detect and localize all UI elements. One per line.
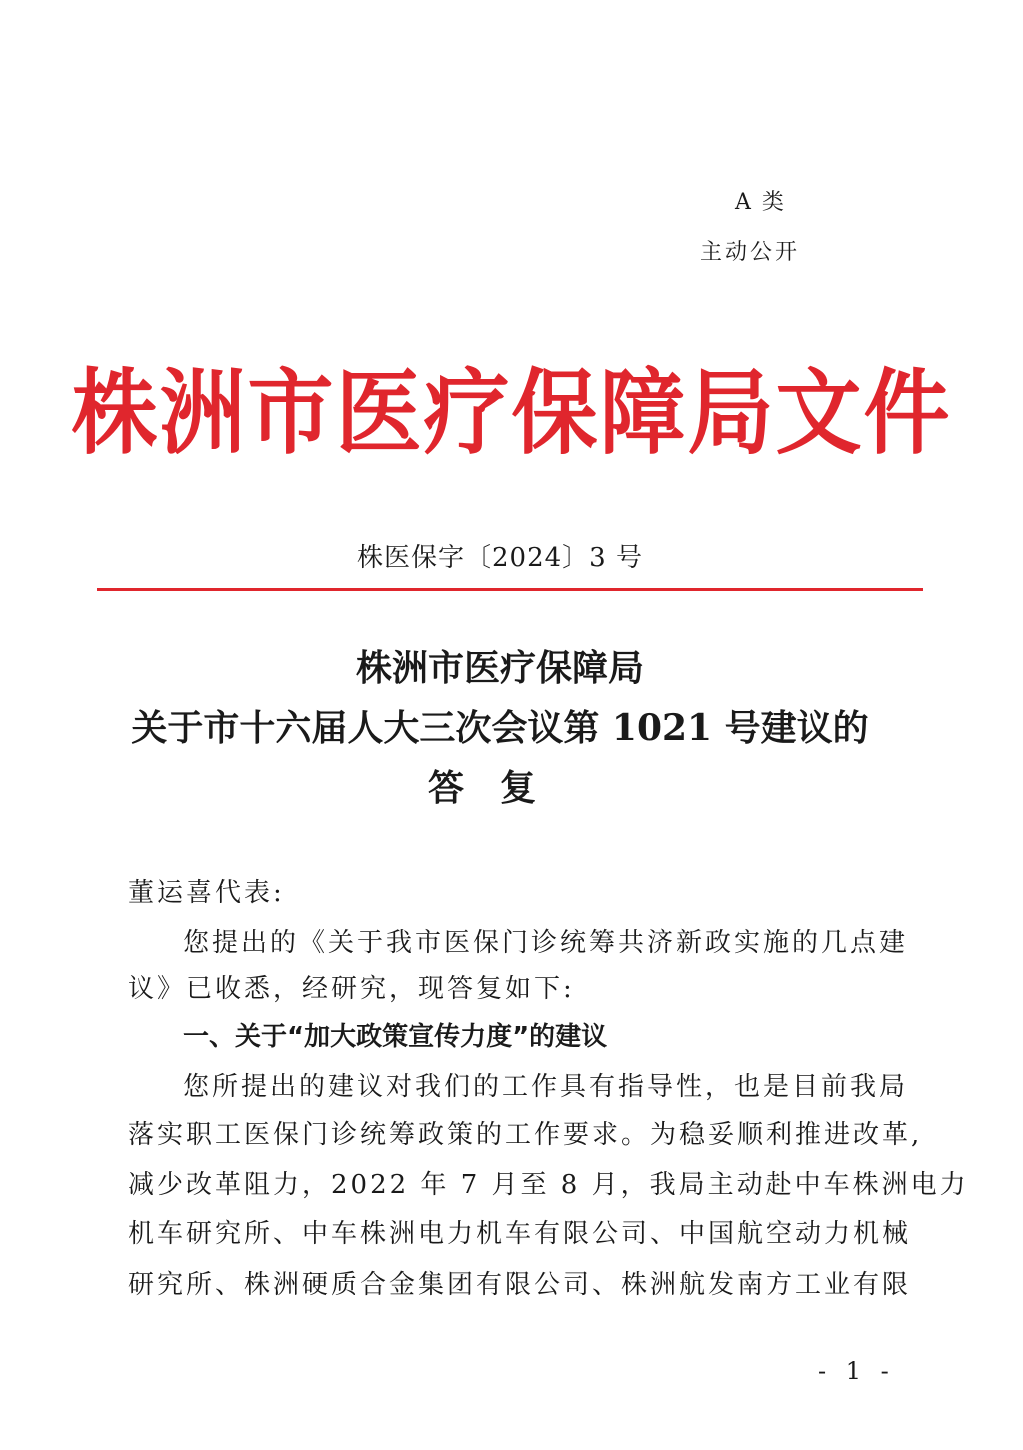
heading-line-1: 株洲市医疗保障局 [355,647,644,689]
page-number: - 1 - [818,1357,895,1385]
paragraph-2-line-5: 研究所、株洲硬质合金集团有限公司、株洲航发南方工业有限 [128,1270,912,1300]
paragraph-2-line-2: 落实职工医保门诊统筹政策的工作要求。为稳妥顺利推进改革, [128,1120,923,1150]
classification-label: A 类 [735,190,786,215]
heading-line-2: 关于市十六届人大三次会议第 1021 号建议的 [131,707,869,749]
paragraph-2-line-1: 您所提出的建议对我们的工作具有指导性，也是目前我局 [183,1072,909,1102]
heading-line-3: 答复 [427,767,572,809]
red-divider-line [97,588,923,591]
document-number: 株医保字〔2024〕3 号 [357,543,643,573]
paragraph-2-line-3: 减少改革阻力，2022 年 7 月至 8 月，我局主动赴中车株洲电力 [128,1170,969,1200]
section-1-heading: 一、关于“加大政策宣传力度”的建议 [183,1022,608,1052]
org-document-title: 株洲市医疗保障局文件 [71,359,952,468]
disclosure-label: 主动公开 [700,240,801,265]
paragraph-1-line-1: 您提出的《关于我市医保门诊统筹共济新政实施的几点建 [183,928,909,958]
paragraph-2-line-4: 机车研究所、中车株洲电力机车有限公司、中国航空动力机械 [128,1219,912,1249]
salutation: 董运喜代表: [128,878,285,908]
paragraph-1-line-2: 议》已收悉，经研究，现答复如下: [128,974,575,1004]
